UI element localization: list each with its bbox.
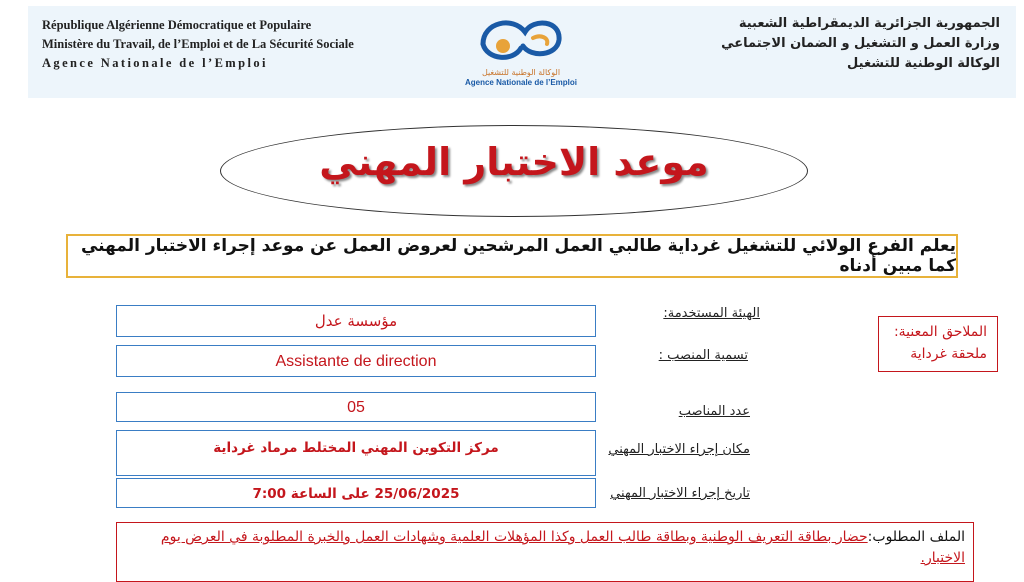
announcement-banner: يعلم الفرع الولائي للتشغيل غرداية طالبي العمل المرشحين لعروض العمل عن موعد إجراء الاختبار المهني كما مبين أدناه (66, 234, 958, 278)
employer-field (116, 305, 596, 337)
header-ar-line: الوكالة الوطنية للتشغيل (847, 56, 1000, 71)
annex-box (878, 316, 998, 372)
anem-logo (456, 10, 586, 96)
count-field (116, 392, 596, 422)
header-french (42, 16, 354, 73)
place-value: مركز التكوين المهني المختلط مرماد غرداية (213, 440, 499, 456)
letterhead (28, 6, 1016, 98)
annex-label: الملاحق المعنية: (893, 324, 987, 340)
position-label: تسمية المنصب : (658, 348, 748, 363)
place-label: مكان إجراء الاختبار المهني (608, 442, 750, 457)
employer-label: الهيئة المستخدمة: (663, 306, 760, 321)
annex-value: ملحقة غرداية (910, 346, 987, 362)
header-ar-line: وزارة العمل و التشغيل و الضمان الاجتماعي (721, 36, 1000, 51)
logo-arabic-text: الوكالة الوطنية للتشغيل (481, 68, 561, 77)
header-fr-line: Ministère du Travail, de l’Emploi et de La Sécurité Sociale (42, 37, 354, 51)
header-arabic (721, 14, 1000, 74)
anem-logo-icon (473, 10, 569, 68)
count-label: عدد المناصب (678, 404, 750, 419)
page-title: موعد الاختبار المهني (319, 140, 709, 184)
count-value: 05 (347, 399, 365, 416)
requirements-label: الملف المطلوب: (867, 529, 965, 545)
header-fr-line: République Algérienne Démocratique et Populaire (42, 18, 312, 32)
date-field (116, 478, 596, 508)
requirements-box (116, 522, 974, 582)
header-fr-line: Agence Nationale de l’Emploi (42, 56, 268, 70)
position-field (116, 345, 596, 377)
place-field (116, 430, 596, 476)
requirements-text: حضار بطاقة التعريف الوطنية وبطاقة طالب العمل وكذا المؤهلات العلمية وشهادات العمل والخبرة المطلوبة في العرض يوم الاختبار. (160, 529, 965, 566)
date-value: 25/06/2025 على الساعة 7:00 (252, 486, 460, 502)
position-value: Assistante de direction (275, 353, 437, 370)
logo-french-text: Agence Nationale de l’Emploi (464, 78, 578, 87)
employer-value: مؤسسة عدل (314, 312, 398, 330)
header-ar-line: الجمهورية الجزائرية الديمقراطية الشعبية (738, 16, 1000, 31)
date-label: تاريخ إجراء الاختبار المهني (610, 486, 750, 501)
